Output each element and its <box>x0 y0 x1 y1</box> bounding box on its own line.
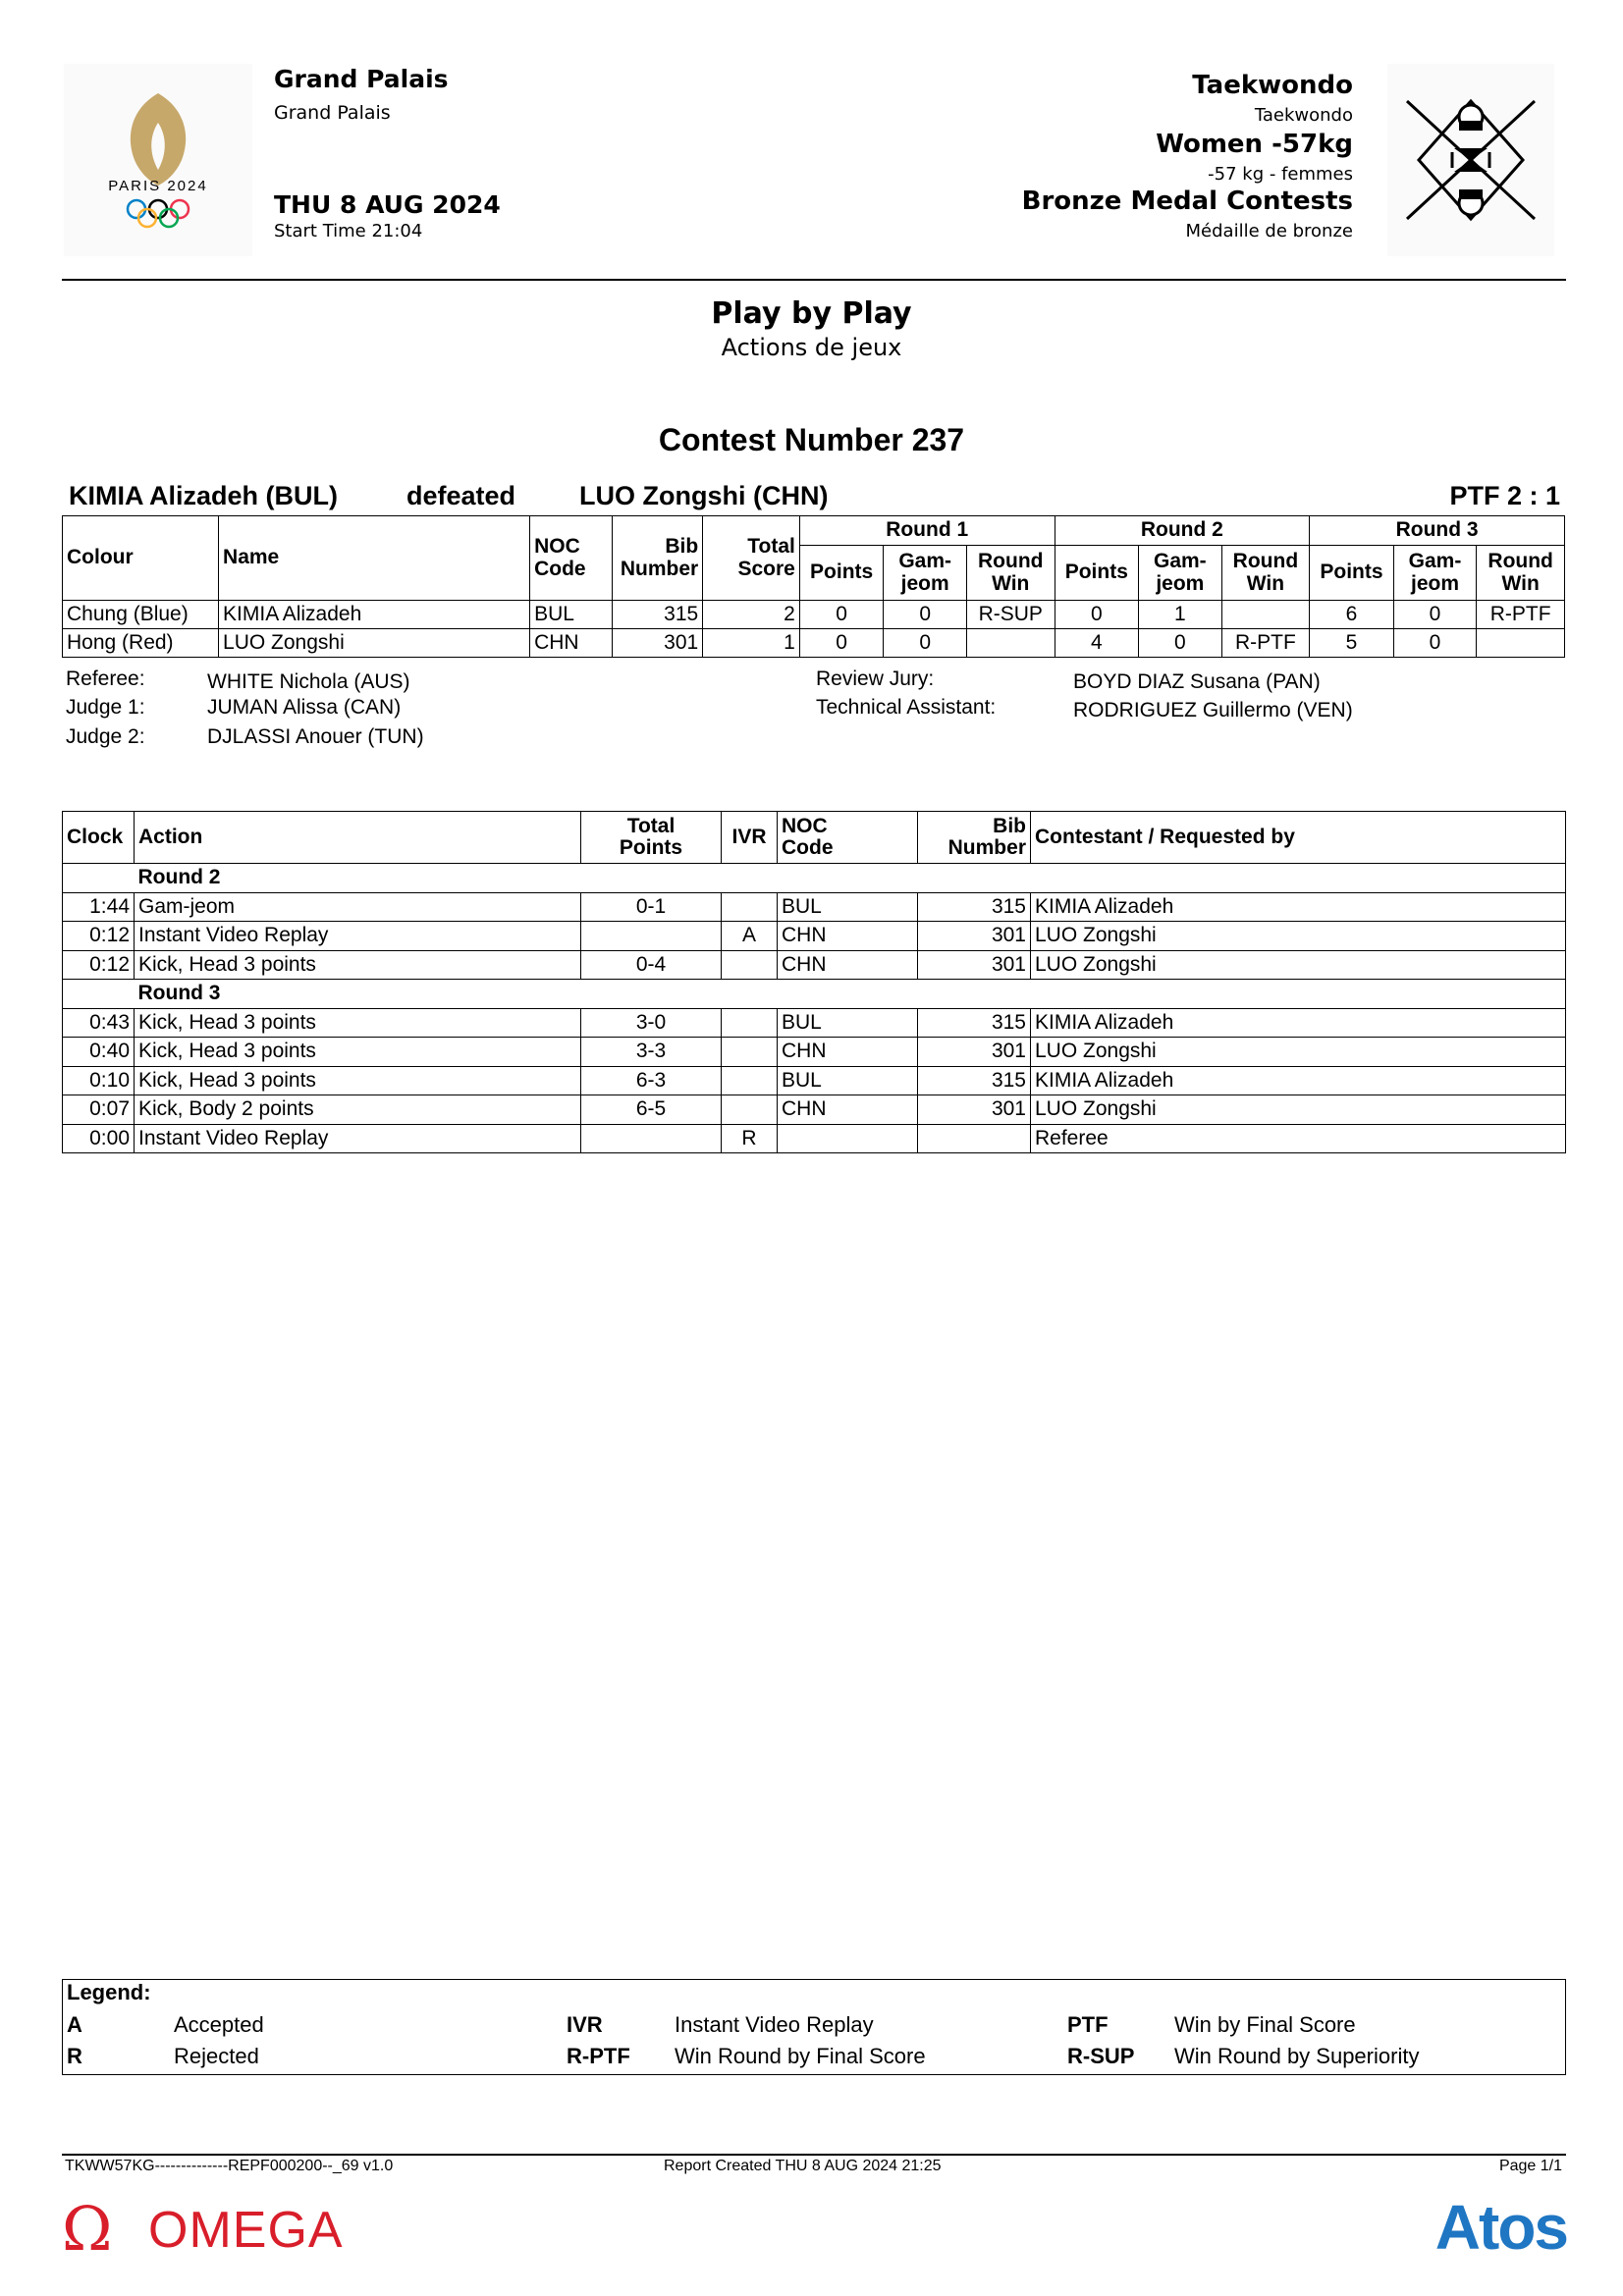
judge2-label: Judge 2: <box>66 725 145 748</box>
action-row <box>63 1095 1566 1125</box>
score-cell-r2g: 0 <box>1139 629 1222 658</box>
colour-header: Colour <box>63 516 219 601</box>
action-cell-bib: 301 <box>918 1038 1031 1067</box>
header-divider <box>62 279 1566 281</box>
score-cell-colour: Chung (Blue) <box>63 601 219 629</box>
action-cell-total: 3-0 <box>581 1008 722 1038</box>
score-cell-r3p: 5 <box>1310 629 1394 658</box>
action-cell-total <box>581 922 722 951</box>
r1-roundwin-header: Round Win <box>966 546 1055 601</box>
score-cell-r3w: R-PTF <box>1477 601 1565 629</box>
paris-2024-emblem-icon <box>64 64 252 256</box>
noc-code-header: NOC Code <box>778 812 918 864</box>
action-cell-ivr <box>722 892 778 922</box>
event-date: THU 8 AUG 2024 <box>274 190 501 219</box>
event-subtitle: -57 kg - femmes <box>1208 164 1353 185</box>
score-cell-r1g: 0 <box>884 601 967 629</box>
legend-title: Legend: <box>67 1980 151 2004</box>
score-cell-r3w <box>1477 629 1565 658</box>
page-subtitle: Actions de jeux <box>721 334 902 361</box>
legend-rsup-code: R-SUP <box>1067 2044 1135 2068</box>
action-cell-ivr: A <box>722 922 778 951</box>
r3-points-header: Points <box>1310 546 1394 601</box>
score-cell-r1w <box>966 629 1055 658</box>
action-cell-total: 6-3 <box>581 1066 722 1095</box>
page-number: Page 1/1 <box>1498 2158 1562 2174</box>
omega-symbol-icon: Ω <box>62 2193 113 2265</box>
action-cell-action: Kick, Head 3 points <box>135 1038 581 1067</box>
action-cell-action: Kick, Body 2 points <box>135 1095 581 1125</box>
score-cell-r2p: 0 <box>1055 601 1139 629</box>
action-cell-noc: BUL <box>778 1066 918 1095</box>
bib-number-header: Bib Number <box>918 812 1031 864</box>
round-divider-row <box>63 864 1566 893</box>
action-cell-clock: 0:12 <box>63 922 135 951</box>
referee-label: Referee: <box>66 667 145 690</box>
score-table <box>62 515 1565 658</box>
action-cell-action: Kick, Head 3 points <box>135 1066 581 1095</box>
r3-roundwin-header: Round Win <box>1477 546 1565 601</box>
action-cell-who: KIMIA Alizadeh <box>1031 1066 1566 1095</box>
round1-header: Round 1 <box>799 516 1055 546</box>
legend-ptf-code: PTF <box>1067 2012 1109 2037</box>
taekwondo-pictogram <box>1387 64 1554 256</box>
review-jury-name: BOYD DIAZ Susana (PAN) <box>1073 670 1321 693</box>
sport-subtitle: Taekwondo <box>1254 105 1353 126</box>
start-time: Start Time 21:04 <box>274 221 423 241</box>
ivr-header: IVR <box>722 812 778 864</box>
action-cell-clock: 1:44 <box>63 892 135 922</box>
action-cell-clock: 0:12 <box>63 950 135 980</box>
referee-name: WHITE Nichola (AUS) <box>207 670 410 693</box>
action-row <box>63 1066 1566 1095</box>
action-cell-ivr: R <box>722 1124 778 1153</box>
legend-a-text: Accepted <box>174 2012 264 2037</box>
action-row <box>63 1008 1566 1038</box>
score-row <box>63 601 1565 629</box>
score-cell-total: 2 <box>703 601 800 629</box>
action-cell-bib: 315 <box>918 1008 1031 1038</box>
action-cell-ivr <box>722 1038 778 1067</box>
action-cell-ivr <box>722 1095 778 1125</box>
bib-number-header: Bib Number <box>612 516 703 601</box>
score-cell-r3g: 0 <box>1393 629 1477 658</box>
action-cell-total: 0-4 <box>581 950 722 980</box>
action-cell-noc: CHN <box>778 1038 918 1067</box>
legend-rsup-text: Win Round by Superiority <box>1174 2044 1420 2068</box>
legend-ivr-text: Instant Video Replay <box>675 2012 874 2037</box>
r1-points-header: Points <box>799 546 884 601</box>
action-row <box>63 1038 1566 1067</box>
paris-2024-wordmark: PARIS 2024 <box>108 178 208 194</box>
action-cell-total: 3-3 <box>581 1038 722 1067</box>
judge1-label: Judge 1: <box>66 696 145 719</box>
action-cell-total: 6-5 <box>581 1095 722 1125</box>
score-cell-r2p: 4 <box>1055 629 1139 658</box>
review-jury-label: Review Jury: <box>816 667 935 690</box>
report-created: Report Created THU 8 AUG 2024 21:25 <box>664 2158 942 2174</box>
omega-wordmark: OMEGA <box>148 2202 344 2259</box>
venue-title: Grand Palais <box>274 65 449 93</box>
round-divider-row <box>63 980 1566 1009</box>
action-row <box>63 922 1566 951</box>
score-cell-total: 1 <box>703 629 800 658</box>
score-cell-r1g: 0 <box>884 629 967 658</box>
action-cell-clock: 0:43 <box>63 1008 135 1038</box>
action-cell-bib: 315 <box>918 892 1031 922</box>
round2-header: Round 2 <box>1055 516 1310 546</box>
r2-roundwin-header: Round Win <box>1221 546 1310 601</box>
score-cell-name: KIMIA Alizadeh <box>219 601 530 629</box>
score-cell-noc: BUL <box>530 601 613 629</box>
taekwondo-pictogram-icon <box>1387 64 1554 256</box>
footer-divider <box>62 2154 1566 2156</box>
action-cell-who: KIMIA Alizadeh <box>1031 1008 1566 1038</box>
winner-name: KIMIA Alizadeh (BUL) <box>69 481 338 510</box>
score-row <box>63 629 1565 658</box>
venue-subtitle: Grand Palais <box>274 102 391 124</box>
phase-title: Bronze Medal Contests <box>1021 187 1353 216</box>
paris-2024-logo <box>64 64 252 256</box>
action-cell-action: Instant Video Replay <box>135 1124 581 1153</box>
score-cell-r2w <box>1221 601 1310 629</box>
action-cell-noc: CHN <box>778 922 918 951</box>
r1-gamjeom-header: Gam- jeom <box>884 546 967 601</box>
score-cell-name: LUO Zongshi <box>219 629 530 658</box>
round3-header: Round 3 <box>1310 516 1565 546</box>
action-cell-ivr <box>722 1066 778 1095</box>
score-cell-r1w: R-SUP <box>966 601 1055 629</box>
result-word: defeated <box>406 481 516 510</box>
score-cell-r2g: 1 <box>1139 601 1222 629</box>
action-cell-total <box>581 1124 722 1153</box>
action-cell-ivr <box>722 1008 778 1038</box>
action-cell-bib: 315 <box>918 1066 1031 1095</box>
action-cell-noc <box>778 1124 918 1153</box>
action-row <box>63 1124 1566 1153</box>
action-cell-action: Instant Video Replay <box>135 922 581 951</box>
r3-gamjeom-header: Gam- jeom <box>1393 546 1477 601</box>
score-cell-bib: 315 <box>612 601 703 629</box>
score-cell-r1p: 0 <box>799 601 884 629</box>
score-header-row-1 <box>63 516 1565 546</box>
score-cell-r2w: R-PTF <box>1221 629 1310 658</box>
action-cell-ivr <box>722 950 778 980</box>
phase-subtitle: Médaille de bronze <box>1185 221 1353 241</box>
action-cell-clock: 0:07 <box>63 1095 135 1125</box>
round-label: Round 3 <box>135 980 1566 1009</box>
action-cell-who: LUO Zongshi <box>1031 1095 1566 1125</box>
action-cell-bib <box>918 1124 1031 1153</box>
action-cell-who: LUO Zongshi <box>1031 922 1566 951</box>
report-code: TKWW57KG--------------REPF000200--_69 v1.0 <box>65 2158 394 2174</box>
action-cell-action: Kick, Head 3 points <box>135 1008 581 1038</box>
legend-ivr-code: IVR <box>567 2012 603 2037</box>
action-row <box>63 950 1566 980</box>
sport-title: Taekwondo <box>1192 71 1353 100</box>
r2-gamjeom-header: Gam- jeom <box>1139 546 1222 601</box>
action-cell-action: Kick, Head 3 points <box>135 950 581 980</box>
action-cell-who: LUO Zongshi <box>1031 1038 1566 1067</box>
play-by-play-table <box>62 811 1566 1153</box>
action-cell-clock: 0:40 <box>63 1038 135 1067</box>
total-points-header: Total Points <box>581 812 722 864</box>
action-cell-noc: BUL <box>778 1008 918 1038</box>
event-title: Women -57kg <box>1156 130 1353 159</box>
legend-r-code: R <box>67 2044 82 2068</box>
loser-name: LUO Zongshi (CHN) <box>579 481 829 510</box>
action-cell-noc: BUL <box>778 892 918 922</box>
final-score: PTF 2 : 1 <box>1449 481 1560 510</box>
judge1-name: JUMAN Alissa (CAN) <box>207 696 402 719</box>
legend-rptf-text: Win Round by Final Score <box>675 2044 926 2068</box>
action-cell-clock: 0:10 <box>63 1066 135 1095</box>
action-cell-who: Referee <box>1031 1124 1566 1153</box>
action-cell-noc: CHN <box>778 1095 918 1125</box>
action-cell-bib: 301 <box>918 1095 1031 1125</box>
action-cell-bib: 301 <box>918 922 1031 951</box>
score-cell-r1p: 0 <box>799 629 884 658</box>
atos-wordmark: Atos <box>1434 2192 1567 2263</box>
score-cell-r3p: 6 <box>1310 601 1394 629</box>
noc-code-header: NOC Code <box>530 516 613 601</box>
r2-points-header: Points <box>1055 546 1139 601</box>
omega-logo <box>62 2193 401 2265</box>
legend-r-text: Rejected <box>174 2044 259 2068</box>
score-cell-colour: Hong (Red) <box>63 629 219 658</box>
action-cell-total: 0-1 <box>581 892 722 922</box>
contestant-header: Contestant / Requested by <box>1031 812 1566 864</box>
action-cell-action: Gam-jeom <box>135 892 581 922</box>
round-divider-spacer <box>63 980 135 1009</box>
score-cell-noc: CHN <box>530 629 613 658</box>
action-row <box>63 892 1566 922</box>
atos-logo <box>1398 2191 1567 2263</box>
score-cell-bib: 301 <box>612 629 703 658</box>
total-score-header: Total Score <box>703 516 800 601</box>
action-cell-clock: 0:00 <box>63 1124 135 1153</box>
legend-box <box>62 1979 1566 2075</box>
action-cell-who: LUO Zongshi <box>1031 950 1566 980</box>
page-title: Play by Play <box>711 296 912 331</box>
legend-a-code: A <box>67 2012 82 2037</box>
action-cell-bib: 301 <box>918 950 1031 980</box>
pbp-header-row <box>63 812 1566 864</box>
score-cell-r3g: 0 <box>1393 601 1477 629</box>
legend-rptf-code: R-PTF <box>567 2044 630 2068</box>
action-cell-who: KIMIA Alizadeh <box>1031 892 1566 922</box>
contest-number: Contest Number 237 <box>658 422 965 457</box>
name-header: Name <box>219 516 530 601</box>
clock-header: Clock <box>63 812 135 864</box>
legend-ptf-text: Win by Final Score <box>1174 2012 1356 2037</box>
technical-assistant-label: Technical Assistant: <box>816 696 997 719</box>
judge2-name: DJLASSI Anouer (TUN) <box>207 725 424 748</box>
round-divider-spacer <box>63 864 135 893</box>
technical-assistant-name: RODRIGUEZ Guillermo (VEN) <box>1073 699 1353 721</box>
action-header: Action <box>135 812 581 864</box>
action-cell-noc: CHN <box>778 950 918 980</box>
round-label: Round 2 <box>135 864 1566 893</box>
